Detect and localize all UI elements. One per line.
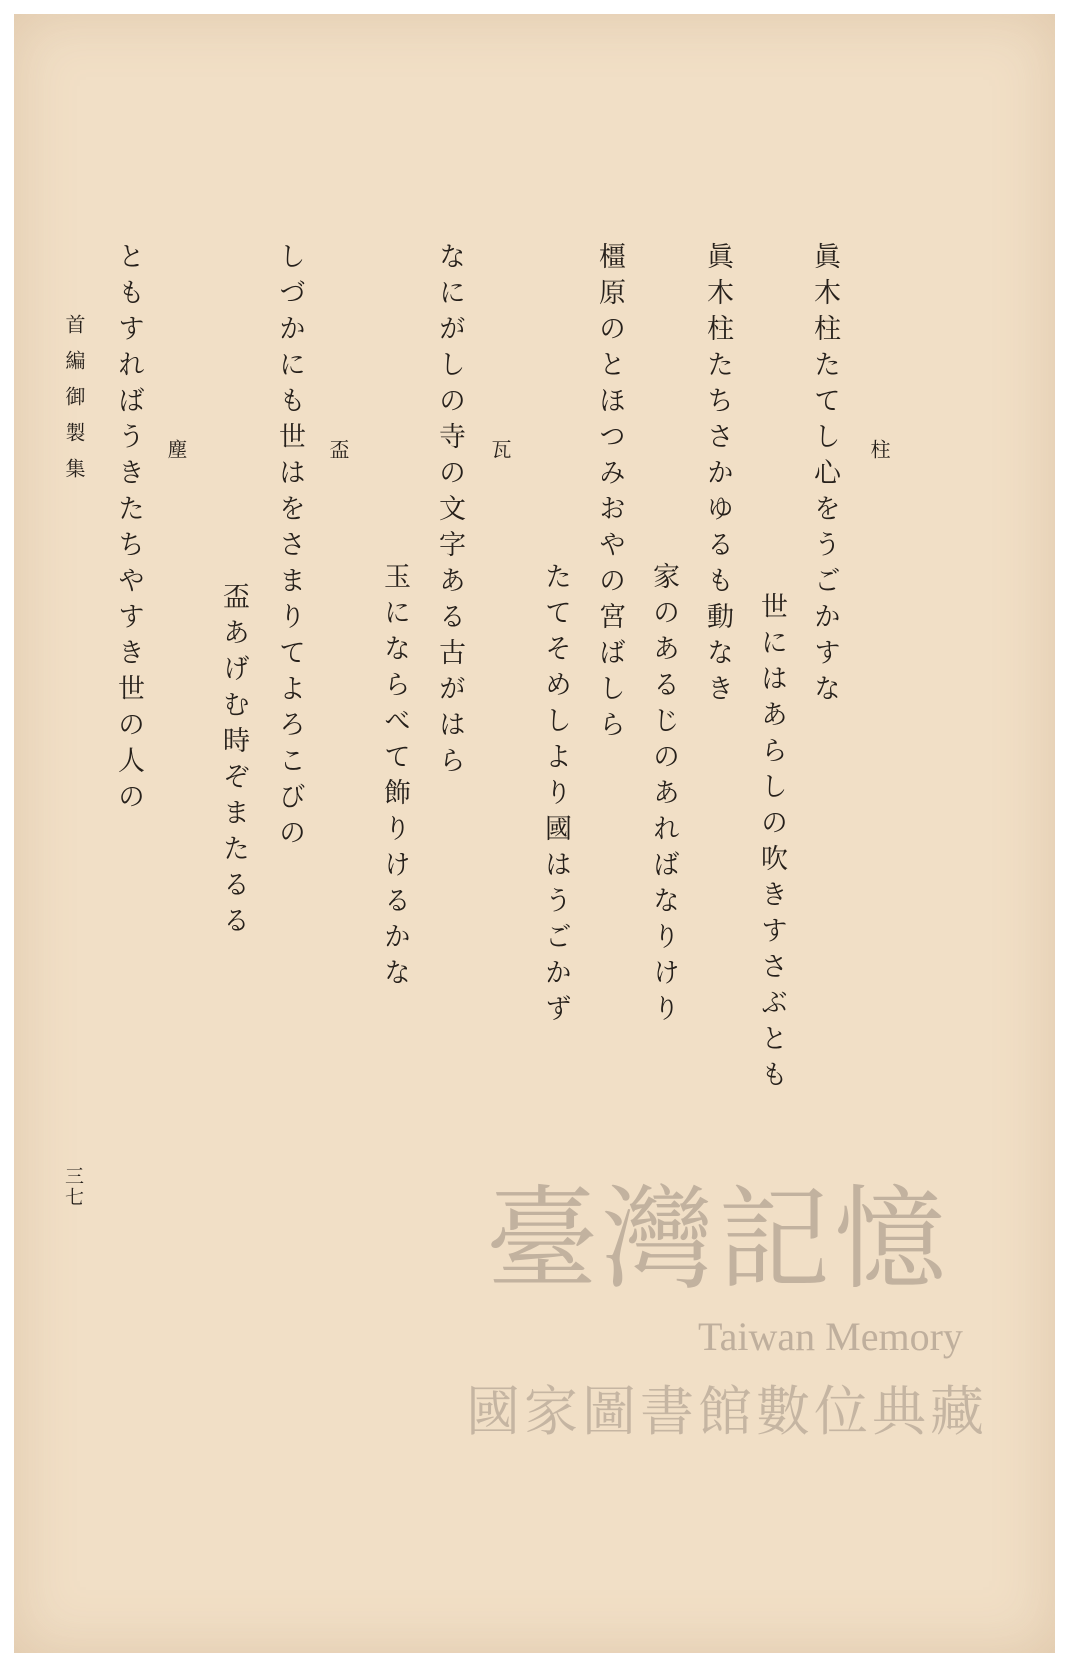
poem-title-tile: 瓦 — [488, 439, 512, 463]
poem-line: 世にはあらしの吹きすさぶとも — [756, 592, 787, 1096]
page-number: 三七 — [62, 1166, 84, 1208]
watermark — [448, 1175, 988, 1445]
poem-title-cup: 盃 — [326, 439, 350, 463]
watermark-calligraphy: 臺灣記憶 — [486, 1175, 950, 1305]
poem-line: ともすればうきたちやすき世の人の — [113, 242, 144, 818]
watermark-english: Taiwan Memory — [698, 1314, 963, 1359]
poem-line: 眞木柱たちさかゆるも動なき — [702, 242, 733, 710]
poem-line: なにがしの寺の文字ある古がはら — [434, 242, 465, 782]
watermark-chinese: 國家圖書館數位典藏 — [466, 1380, 988, 1443]
poem-line: 眞木柱たてし心をうごかすな — [809, 242, 840, 710]
poem-line: 盃あげむ時ぞまたるる — [218, 582, 249, 942]
poem-title-pillar: 柱 — [867, 439, 891, 463]
poem-line: しづかにも世はをさまりてよろこびの — [274, 242, 305, 854]
poem-line: 橿原のとほつみおやの宮ばしら — [594, 242, 625, 746]
poem-title-dust: 塵 — [164, 439, 188, 463]
poem-line: たてそめしより國はうごかず — [540, 562, 571, 1030]
poem-line: 玉にならべて飾りけるかな — [379, 562, 410, 994]
running-header: 首編御製集 — [62, 314, 86, 494]
poem-line: 家のあるじのあればなりけり — [648, 562, 679, 1030]
